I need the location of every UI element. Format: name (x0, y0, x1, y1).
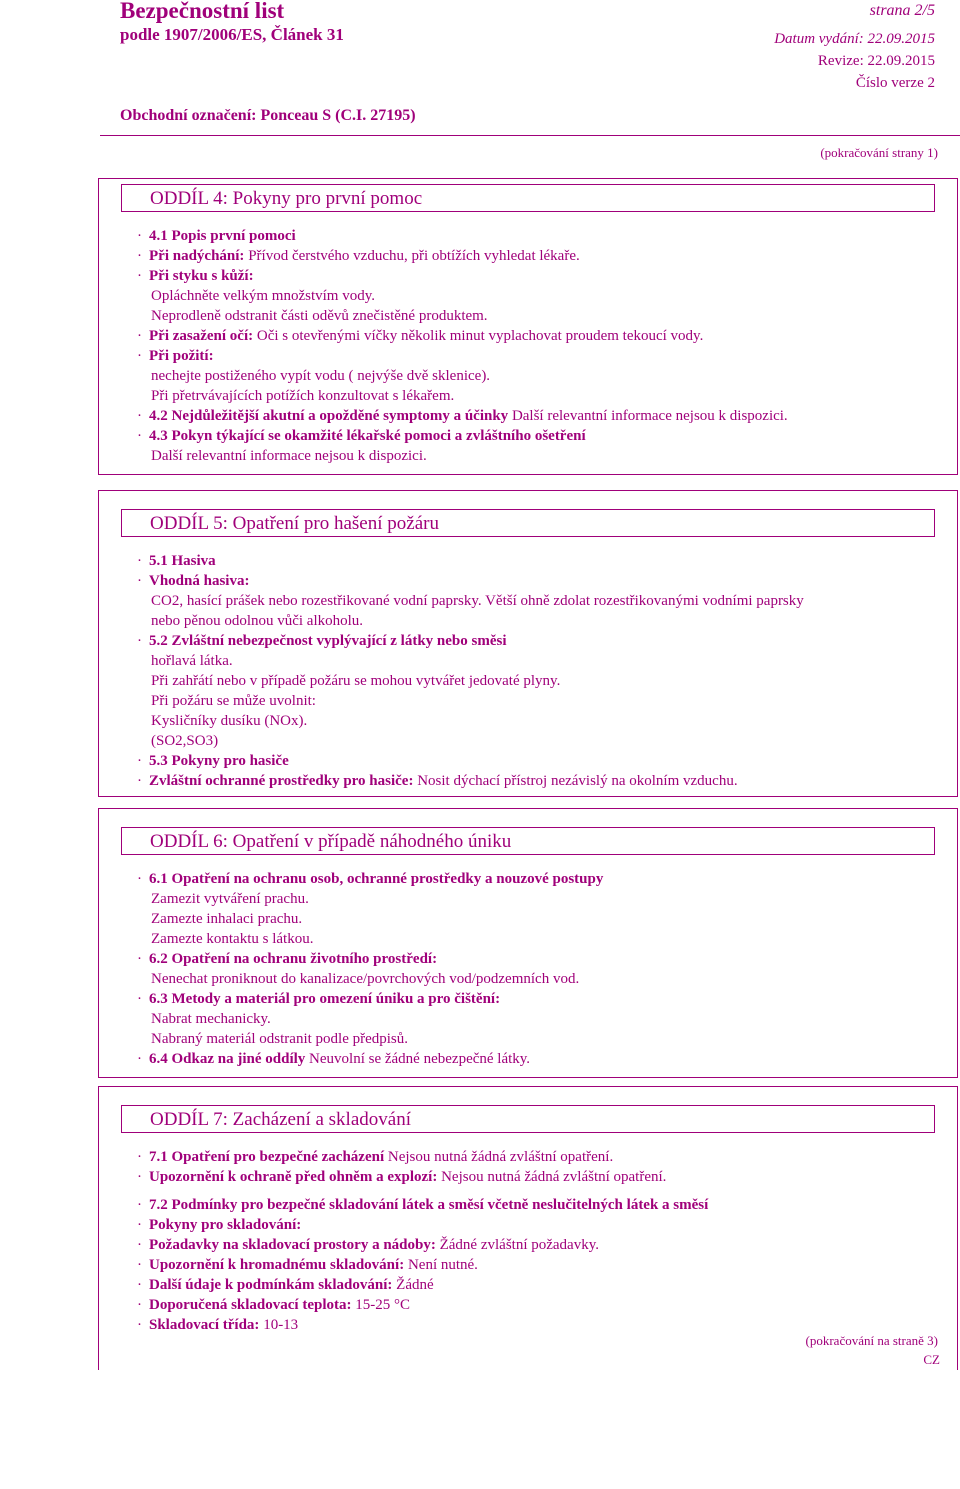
s4-line-9: Při přetrvávajících potížích konzultovat s lékařem. (151, 388, 455, 404)
s6-environment-label: 6.2 Opatření na ochranu životního prostředí: (149, 951, 438, 967)
s4-eyes-label: Při zasažení očí: (149, 328, 254, 344)
s5-line-1: 5.1 Hasiva (149, 553, 216, 569)
s7-conditions-text: Žádné (392, 1277, 434, 1293)
section-6-heading: ODDÍL 6: Opatření v případě náhodného úniku (121, 827, 935, 855)
s5-line-6: hořlavá látka. (151, 653, 233, 669)
s7-storage-label: 7.2 Podmínky pro bezpečné skladování látek a směsí včetně neslučitelných látek a směsí (149, 1197, 709, 1213)
s6-reference-text: Neuvolní se žádné nebezpečné látky. (305, 1051, 531, 1067)
s7-handling-text: Nejsou nutná žádná zvláštní opatření. (384, 1149, 614, 1165)
s7-class-text: 10-13 (259, 1317, 299, 1333)
section-7: ODDÍL 7: Zacházení a skladování · 7.1 Opatření pro bezpečné zacházení Nejsou nutná žádná zvláštní opatření. · Upozornění k ochraně před ohněm a explozí: Nejsou nutná žádná zvláštní opatření. · 7.2 Podmínky pro bezpečné skladování látek a směsí včetně neslučitelných látek a směsí · Pokyny pro skladování: · Požadavky na skladovací prostory a nádoby: Žádné zvláštní požadavky. · Upozornění k hromadnému skladování: Není nutné. · Další údaje k podmínkám skladování: Žádné · Doporučená skladovací teplota: 15-25 °C · Skladovací třída: 10-13 (98, 1086, 958, 1370)
s5-line-10: (SO2,SO3) (151, 733, 219, 749)
s7-storage-instructions-label: Pokyny pro skladování: (149, 1217, 302, 1233)
continuation-to: (pokračování na straně 3) (805, 1333, 938, 1348)
s5-hazards-label: 5.2 Zvláštní nebezpečnost vyplývající z látky nebo směsi (149, 633, 507, 649)
s6-reference-label: 6.4 Odkaz na jiné oddíly (149, 1051, 306, 1067)
section-7-heading: ODDÍL 7: Zacházení a skladování (121, 1105, 935, 1133)
s6-line-8: Nabrat mechanicky. (151, 1011, 271, 1027)
s5-equipment-text: Nosit dýchací přístroj nezávislý na okolním vzduchu. (413, 773, 738, 789)
s6-line-6: Nenechat proniknout do kanalizace/povrchových vod/podzemních vod. (151, 971, 580, 987)
language-code: CZ (923, 1352, 940, 1367)
s5-line-3: CO2, hasící prášek nebo rozestřikované vodní paprsky. Větší ohně zdolat rozestřikovanými vodními paprsky (151, 593, 804, 609)
trade-name: Obchodní označení: Ponceau S (C.I. 27195) (120, 107, 416, 124)
section-4: ODDÍL 4: Pokyny pro první pomoc · 4.1 Popis první pomoci · Při nadýchání: Přívod čerstvého vzduchu, při obtížích vyhledat lékaře. · Při styku s kůží: Opláchněte velkým množstvím vody. Neprodleně odstranit části oděvů znečistěné produktem. · Při zasažení očí: Oči s otevřenými víčky několik minut vyplachovat proudem tekoucí vody. · Při požití: nechejte postiženého vypít vodu ( nejvýše dvě sklenice). Při přetrvávajících potížích konzultovat s lékařem. · 4.2 Nejdůležitější akutní a opožděné symptomy a účinky Další relevantní informace nejsou k dispozici. · 4.3 Pokyn týkající se okamžité lékařské pomoci a zvláštního ošetření Další relevantní informace nejsou k dispozici. (98, 178, 958, 475)
s4-line-8: nechejte postiženého vypít vodu ( nejvýše dvě sklenice). (151, 368, 491, 384)
s4-treatment-label: 4.3 Pokyn týkající se okamžité lékařské pomoci a zvláštního ošetření (149, 428, 586, 444)
s4-inhalation-label: Při nadýchání: (149, 248, 245, 264)
s7-common-storage-label: Upozornění k hromadnému skladování: (149, 1257, 405, 1273)
s6-line-9: Nabraný materiál odstranit podle předpisů. (151, 1031, 409, 1047)
s6-personal-label: 6.1 Opatření na ochranu osob, ochranné prostředky a nouzové postupy (149, 871, 604, 887)
s6-line-2: Zamezit vytváření prachu. (151, 891, 309, 907)
s7-temperature-label: Doporučená skladovací teplota: (149, 1297, 352, 1313)
s5-line-9: Kysličníky dusíku (NOx). (151, 713, 308, 729)
s5-line-4: nebo pěnou odolnou vůči alkoholu. (151, 613, 364, 629)
s7-requirements-label: Požadavky na skladovací prostory a nádoby: (149, 1237, 436, 1253)
s7-conditions-label: Další údaje k podmínkám skladování: (149, 1277, 393, 1293)
section-6: ODDÍL 6: Opatření v případě náhodného úniku · 6.1 Opatření na ochranu osob, ochranné prostředky a nouzové postupy Zamezit vytváření prachu. Zamezte inhalaci prachu. Zamezte kontaktu s látkou. · 6.2 Opatření na ochranu životního prostředí: Nenechat proniknout do kanalizace/povrchových vod/podzemních vod. · 6.3 Metody a materiál pro omezení úniku a pro čištění: Nabrat mechanicky. Nabraný materiál odstranit podle předpisů. · 6.4 Odkaz na jiné oddíly Neuvolní se žádné nebezpečné látky. (98, 808, 958, 1078)
document-subtitle: podle 1907/2006/ES, Článek 31 (120, 25, 344, 44)
s4-ingestion-label: Při požití: (149, 348, 214, 364)
s4-line-12: Další relevantní informace nejsou k dispozici. (151, 448, 427, 464)
header-meta (774, 0, 935, 94)
s7-requirements-text: Žádné zvláštní požadavky. (435, 1237, 599, 1253)
s5-line-8: Při požáru se může uvolnit: (151, 693, 316, 709)
revision-date: Revize: 22.09.2015 (817, 53, 935, 69)
s5-equipment-label: Zvláštní ochranné prostředky pro hasiče: (149, 773, 414, 789)
s5-line-7: Při zahřátí nebo v případě požáru se mohou vytvářet jedovaté plyny. (151, 673, 561, 689)
s7-temperature-text: 15-25 °C (351, 1297, 410, 1313)
continuation-from: (pokračování strany 1) (820, 145, 938, 160)
issue-date: Datum vydání: 22.09.2015 (774, 31, 935, 47)
version-number: Číslo verze 2 (855, 75, 935, 91)
s4-line-5: Neprodleně odstranit části oděvů znečistěné produktem. (151, 308, 488, 324)
s6-line-4: Zamezte kontaktu s látkou. (151, 931, 314, 947)
document-title: Bezpečnostní list (120, 0, 285, 23)
s5-firefighters-label: 5.3 Pokyny pro hasiče (149, 753, 289, 769)
s6-line-3: Zamezte inhalaci prachu. (151, 911, 303, 927)
s4-symptoms-text: Další relevantní informace nejsou k dispozici. (508, 408, 788, 424)
header-divider (100, 135, 960, 136)
s4-symptoms-label: 4.2 Nejdůležitější akutní a opožděné symptomy a účinky (149, 408, 509, 424)
s4-skin-label: Při styku s kůží: (149, 268, 254, 284)
s7-handling-label: 7.1 Opatření pro bezpečné zacházení (149, 1149, 385, 1165)
s7-common-storage-text: Není nutné. (404, 1257, 478, 1273)
s5-media-label: Vhodná hasiva: (149, 573, 250, 589)
section-4-heading: ODDÍL 4: Pokyny pro první pomoc (121, 184, 935, 212)
section-5-heading: ODDÍL 5: Opatření pro hašení požáru (121, 509, 935, 537)
s4-inhalation-text: Přívod čerstvého vzduchu, při obtížích vyhledat lékaře. (244, 248, 580, 264)
s7-fire-label: Upozornění k ochraně před ohněm a explozí: (149, 1169, 438, 1185)
s7-class-label: Skladovací třída: (149, 1317, 260, 1333)
s6-cleanup-label: 6.3 Metody a materiál pro omezení úniku a pro čištění: (149, 991, 501, 1007)
s4-line-1: 4.1 Popis první pomoci (149, 228, 296, 244)
s7-fire-text: Nejsou nutná žádná zvláštní opatření. (437, 1169, 667, 1185)
page-number: strana 2/5 (869, 2, 935, 19)
section-5: ODDÍL 5: Opatření pro hašení požáru · 5.1 Hasiva · Vhodná hasiva: CO2, hasící prášek nebo rozestřikované vodní paprsky. Větší ohně zdolat rozestřikovanými vodními paprsky nebo pěnou odolnou vůči alkoholu. · 5.2 Zvláštní nebezpečnost vyplývající z látky nebo směsi hořlavá látka. Při zahřátí nebo v případě požáru se mohou vytvářet jedovaté plyny. Při požáru se může uvolnit: Kysličníky dusíku (NOx). (SO2,SO3) · 5.3 Pokyny pro hasiče · Zvláštní ochranné prostředky pro hasiče: Nosit dýchací přístroj nezávislý na okolním vzduchu. (98, 490, 958, 797)
s4-eyes-text: Oči s otevřenými víčky několik minut vyplachovat proudem tekoucí vody. (253, 328, 704, 344)
s4-line-4: Opláchněte velkým množstvím vody. (151, 288, 375, 304)
